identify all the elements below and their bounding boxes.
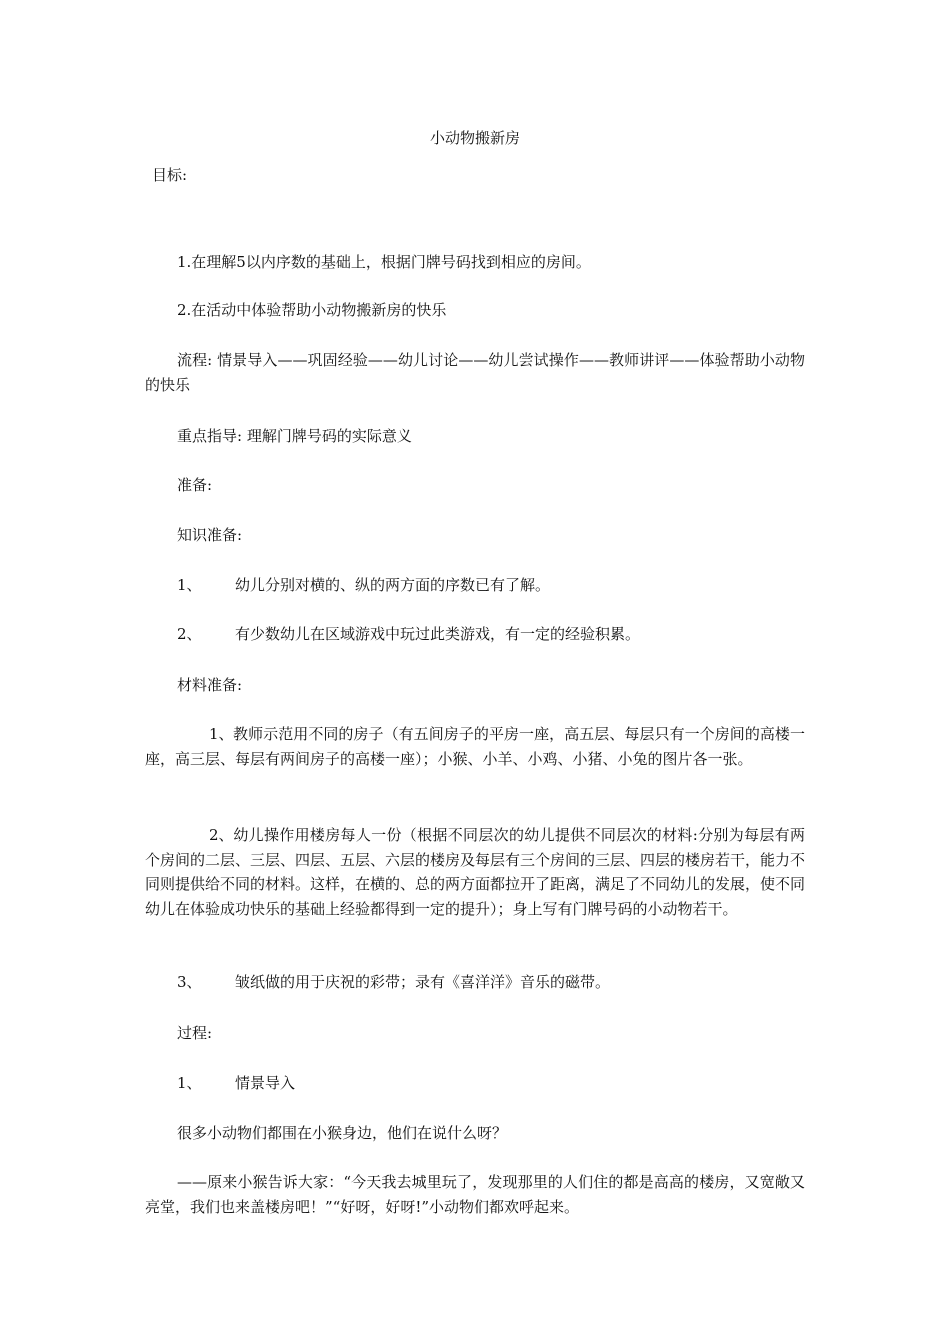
goal-item-2: 2.在活动中体验帮助小动物搬新房的快乐 [177,301,447,319]
item-number: 3、 [177,973,202,991]
key-point: 重点指导: 理解门牌号码的实际意义 [177,427,412,445]
knowledge-item-2 [177,622,640,646]
item-number: 2、 [209,826,234,844]
document-title: 小动物搬新房 [429,129,520,147]
story-paragraph-2: ——原来小猴告诉大家：“今天我去城里玩了，发现那里的人们住的都是高高的楼房，又宽敞又亮堂，我们也来盖楼房吧！”“好呀，好呀!”小动物们都欢呼起来。 [145,1173,805,1216]
item-number: 1、 [209,725,234,743]
story-line-1: 很多小动物们都围在小猴身边，他们在说什么呀？ [177,1124,508,1142]
flow-paragraph: 流程: 情景导入——巩固经验——幼儿讨论——幼儿尝试操作——教师讲评——体验帮助小动物的快乐 [145,351,805,394]
process-heading: 过程: [177,1024,213,1042]
material-heading: 材料准备: [177,676,243,694]
prep-heading: 准备: [177,476,213,494]
knowledge-item-1 [177,573,550,597]
item-text: 有少数幼儿在区域游戏中玩过此类游戏，有一定的经验积累。 [235,625,641,643]
material-item-3 [177,970,610,994]
material-item-1 [145,722,805,771]
goal-heading: 目标: [152,166,188,184]
item-text: 幼儿操作用楼房每人一份（根据不同层次的幼儿提供不同层次的材料:分别为每层有两个房间的二层、三层、四层、五层、六层的楼房及每层有三个房间的三层、四层的楼房若干，能力不同则提供给不同的材料。这样，在横的、总的两方面都拉开了距离，满足了不同幼儿的发展，使不同幼儿在体验成功快乐的基础上经验都得到一定的提升）；身上写有门牌号码的小动物若干。 [145,826,806,918]
process-item-1 [177,1071,295,1095]
material-item-2 [145,823,805,921]
knowledge-heading: 知识准备: [177,526,243,544]
item-number: 1、 [177,576,202,594]
item-number: 2、 [177,625,202,643]
item-text: 皱纸做的用于庆祝的彩带；录有《喜洋洋》音乐的磁带。 [235,973,611,991]
item-text: 幼儿分别对横的、纵的两方面的序数已有了解。 [235,576,551,594]
item-number: 1、 [177,1074,202,1092]
item-text: 教师示范用不同的房子（有五间房子的平房一座，高五层、每层只有一个房间的高楼一座，高三层、每层有两间房子的高楼一座）；小猴、小羊、小鸡、小猪、小兔的图片各一张。 [145,725,805,768]
goal-item-1: 1.在理解5以内序数的基础上，根据门牌号码找到相应的房间。 [177,253,591,271]
item-text: 情景导入 [235,1074,296,1092]
